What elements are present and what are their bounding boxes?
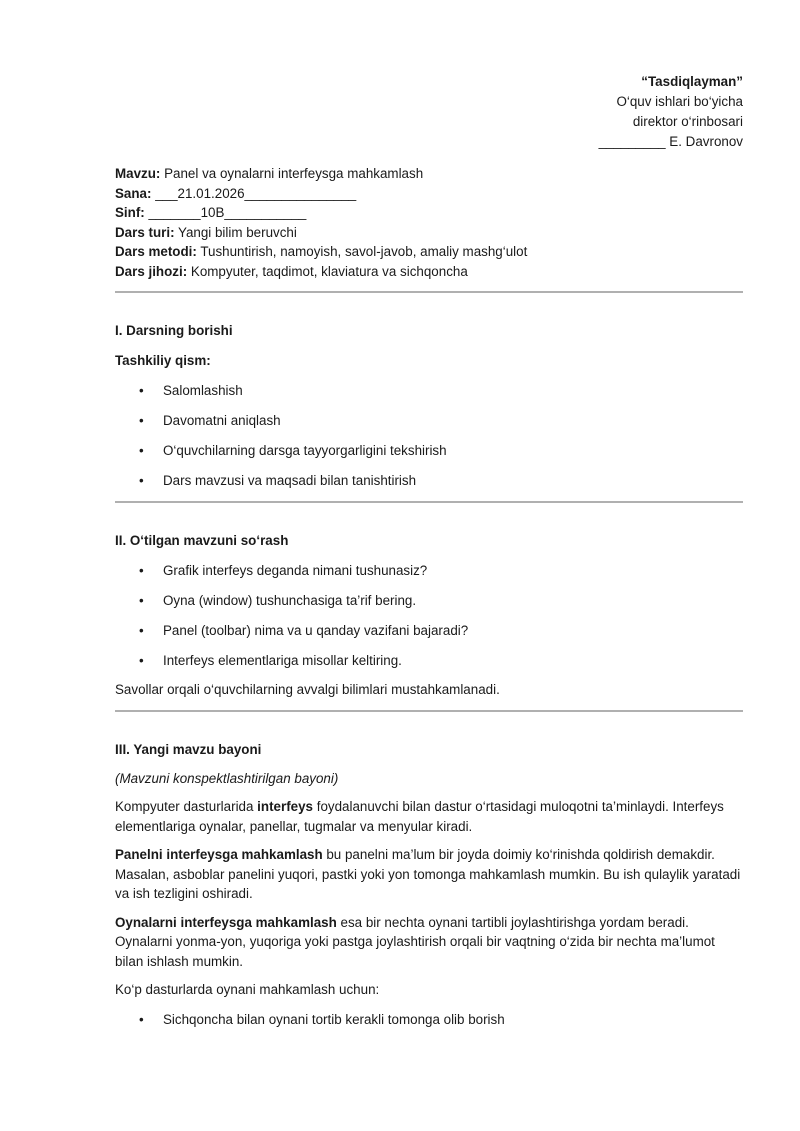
paragraph-panel bbox=[115, 845, 743, 904]
meta-type bbox=[115, 223, 743, 243]
list-item bbox=[115, 1010, 743, 1030]
meta-topic bbox=[115, 164, 743, 184]
approval-title: “Tasdiqlayman” bbox=[641, 74, 743, 89]
approval-block bbox=[115, 72, 743, 152]
paragraph-methods-intro: Ko‘p dasturlarda oynani mahkamlash uchun: bbox=[115, 982, 380, 997]
paragraph-text: foydalanuvchi bilan dastur o‘rtasidagi muloqotni ta’minlaydi. Interfeys elementlariga oynalar, panellar, tugmalar va menyular kiradi. bbox=[115, 799, 724, 834]
term-window-mount: Oynalarni interfeysga mahkamlash bbox=[115, 914, 337, 930]
meta-method-value: Tushuntirish, namoyish, savol-javob, amaliy mashg‘ulot bbox=[196, 244, 528, 259]
list-item-text: Interfeys elementlariga misollar keltiring. bbox=[163, 653, 402, 668]
list-item bbox=[115, 381, 743, 401]
section-1-subtitle: Tashkiliy qism: bbox=[115, 353, 211, 368]
meta-type-value: Yangi bilim beruvchi bbox=[174, 224, 297, 240]
meta-topic-label: Mavzu: bbox=[115, 166, 161, 181]
paragraph-text: esa bir nechta oynani tartibli joylashtirishga yordam beradi. Oynalarni yonma-yon, yuqoriga yoki pastga joylashtirish orqali bir vaqtning o‘zida bir nechta ma’lumot bilan ishlash mumkin. bbox=[115, 914, 715, 969]
bullet-icon: • bbox=[139, 443, 144, 458]
bullet-icon: • bbox=[139, 653, 144, 668]
term-interfeys: interfeys bbox=[257, 799, 313, 814]
document-page bbox=[115, 72, 743, 1030]
section-2-summary: Savollar orqali o‘quvchilarning avvalgi bilimlari mustahkamlanadi. bbox=[115, 682, 500, 697]
bullet-icon: • bbox=[139, 563, 144, 578]
list-item-text: Salomlashish bbox=[163, 383, 243, 398]
list-item-text: Sichqoncha bilan oynani tortib kerakli tomonga olib borish bbox=[163, 1011, 505, 1027]
meta-equipment-value: Kompyuter, taqdimot, klaviatura va sichqoncha bbox=[187, 263, 468, 279]
bullet-icon: • bbox=[139, 1011, 144, 1027]
meta-class-label: Sinf: bbox=[115, 205, 145, 220]
meta-equipment bbox=[115, 262, 743, 282]
meta-date-label: Sana: bbox=[115, 185, 152, 201]
list-item-text: Panel (toolbar) nima va u qanday vazifani bajaradi? bbox=[163, 623, 469, 638]
section-3-title: III. Yangi mavzu bayoni bbox=[115, 741, 262, 757]
meta-date-value: ___21.01.2026_______________ bbox=[151, 185, 357, 201]
list-item bbox=[115, 411, 743, 431]
approval-line-2: direktor o‘rinbosari bbox=[632, 114, 743, 129]
list-item bbox=[115, 651, 743, 671]
divider bbox=[115, 501, 743, 503]
section-2-title: II. O‘tilgan mavzuni so‘rash bbox=[115, 533, 289, 548]
divider bbox=[115, 291, 743, 293]
bullet-icon: • bbox=[139, 593, 144, 608]
lesson-meta bbox=[115, 164, 743, 281]
meta-method-label: Dars metodi: bbox=[115, 244, 197, 259]
paragraph-text: bu panelni ma’lum bir joyda doimiy ko‘rinishda qoldirish demakdir. Masalan, asboblar panelini yuqori, pastki yoki yon tomonga mahkamlash mumkin. Bu ish qulaylik yaratadi va ish tezligini oshiradi. bbox=[115, 847, 741, 901]
list-item-text: Oyna (window) tushunchasiga ta’rif bering. bbox=[163, 593, 417, 608]
meta-type-label: Dars turi: bbox=[115, 224, 175, 240]
list-item-text: O‘quvchilarning darsga tayyorgarligini tekshirish bbox=[163, 443, 447, 458]
approval-signature: _________ E. Davronov bbox=[598, 134, 743, 149]
paragraph-interface bbox=[115, 797, 743, 836]
term-panel-mount: Panelni interfeysga mahkamlash bbox=[115, 847, 323, 862]
bullet-icon: • bbox=[139, 473, 144, 488]
bullet-icon: • bbox=[139, 413, 144, 428]
list-item bbox=[115, 471, 743, 491]
list-item bbox=[115, 591, 743, 611]
meta-method bbox=[115, 242, 743, 262]
section-2-list bbox=[115, 561, 743, 671]
approval-line-1: O‘quv ishlari bo‘yicha bbox=[616, 94, 743, 109]
paragraph-windows bbox=[115, 913, 743, 972]
meta-equipment-label: Dars jihozi: bbox=[115, 263, 188, 279]
section-3-list bbox=[115, 1010, 743, 1030]
paragraph-text: Kompyuter dasturlarida bbox=[115, 799, 258, 814]
meta-class bbox=[115, 203, 743, 223]
bullet-icon: • bbox=[139, 623, 144, 638]
list-item-text: Grafik interfeys deganda nimani tushunasiz? bbox=[163, 563, 428, 578]
list-item-text: Dars mavzusi va maqsadi bilan tanishtirish bbox=[163, 473, 417, 488]
list-item bbox=[115, 441, 743, 461]
section-1-list bbox=[115, 381, 743, 491]
divider bbox=[115, 710, 743, 712]
list-item bbox=[115, 621, 743, 641]
section-1-title: I. Darsning borishi bbox=[115, 323, 233, 338]
meta-topic-value: Panel va oynalarni interfeysga mahkamlash bbox=[160, 166, 424, 181]
list-item-text: Davomatni aniqlash bbox=[163, 413, 281, 428]
list-item bbox=[115, 561, 743, 581]
section-3-subtitle: (Mavzuni konspektlashtirilgan bayoni) bbox=[115, 770, 339, 786]
meta-date bbox=[115, 184, 743, 204]
bullet-icon: • bbox=[139, 383, 144, 398]
meta-class-value: _______10B___________ bbox=[144, 205, 307, 220]
